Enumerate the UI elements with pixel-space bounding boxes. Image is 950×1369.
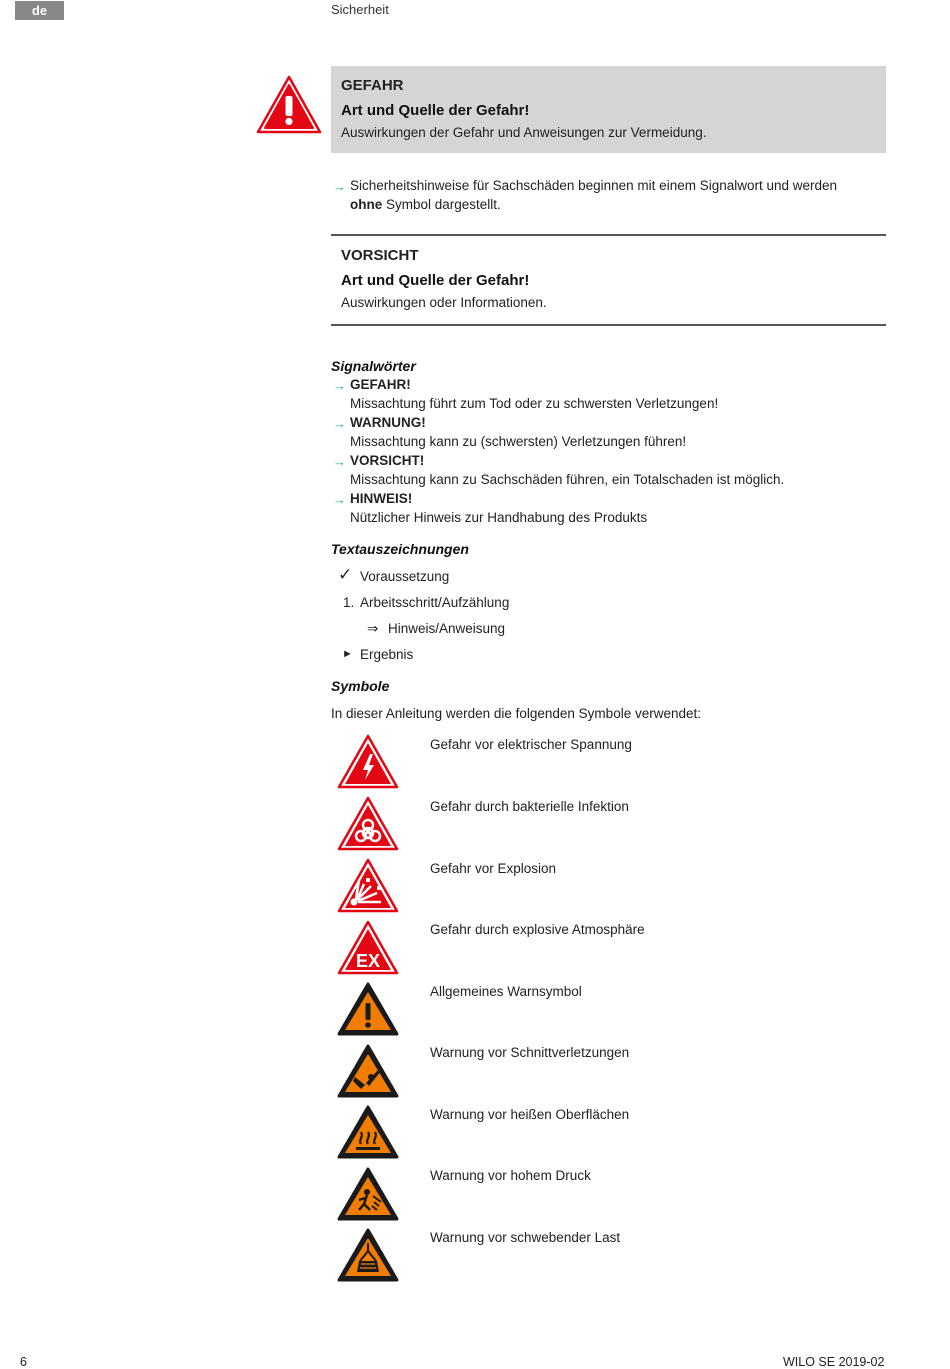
caution-signal-word: VORSICHT — [341, 247, 419, 264]
arrow-icon: → — [333, 416, 346, 431]
hint-label: Hinweis/Anweisung — [388, 621, 506, 636]
arrow-icon: → — [333, 378, 346, 393]
section-title: Sicherheit — [331, 2, 389, 17]
markup-heading: Textauszeichnungen — [331, 541, 469, 557]
danger-text: Auswirkungen der Gefahr und Anweisungen zur Vermeidung. — [341, 125, 707, 140]
signalword-term: HINWEIS! — [350, 491, 413, 506]
explosion-icon — [337, 858, 399, 914]
symbol-label: Allgemeines Warnsymbol — [430, 984, 582, 999]
danger-exclamation-icon — [255, 74, 323, 136]
page-number: 6 — [20, 1355, 27, 1369]
signalword-term: GEFAHR! — [350, 377, 411, 392]
signalword-desc: Missachtung kann zu (schwersten) Verletzungen führen! — [350, 434, 687, 449]
arrow-icon: → — [333, 492, 346, 507]
prerequisite-label: Voraussetzung — [360, 569, 450, 584]
footer-publisher: WILO SE 2019-02 — [783, 1355, 885, 1369]
cut-injury-icon — [337, 1043, 399, 1099]
signalword-term: WARNUNG! — [350, 415, 426, 430]
note-line-2-rest: Symbol dargestellt. — [382, 197, 501, 212]
symbols-heading: Symbole — [331, 678, 390, 694]
note-line-2 — [350, 197, 501, 212]
symbol-label: Warnung vor heißen Oberflächen — [430, 1107, 630, 1122]
signalword-desc: Nützlicher Hinweis zur Handhabung des Produkts — [350, 510, 648, 525]
symbol-label: Gefahr vor elektrischer Spannung — [430, 737, 632, 752]
note-bold-word: ohne — [350, 197, 383, 212]
suspended-load-icon — [337, 1227, 399, 1283]
caution-text: Auswirkungen oder Informationen. — [341, 295, 547, 310]
general-warning-icon — [337, 981, 399, 1037]
symbols-intro: In dieser Anleitung werden die folgenden Symbole verwendet: — [331, 706, 701, 721]
symbol-label: Warnung vor schwebender Last — [430, 1230, 621, 1245]
biohazard-icon — [337, 796, 399, 852]
symbol-label: Warnung vor Schnittverletzungen — [430, 1045, 630, 1060]
svg-text:EX: EX — [355, 951, 381, 971]
hot-surface-icon — [337, 1104, 399, 1160]
signalword-desc: Missachtung führt zum Tod oder zu schwersten Verletzungen! — [350, 396, 719, 411]
language-tab: de — [15, 1, 64, 20]
step-label: Arbeitsschritt/Aufzählung — [360, 595, 510, 610]
checkmark-icon: ✓ — [338, 565, 353, 584]
signalwords-heading: Signalwörter — [331, 358, 416, 374]
symbol-label: Gefahr durch bakterielle Infektion — [430, 799, 629, 814]
arrow-icon: → — [333, 454, 346, 469]
step-number: 1. — [343, 595, 355, 610]
result-label: Ergebnis — [360, 647, 414, 662]
caution-title: Art und Quelle der Gefahr! — [341, 272, 530, 289]
electric-voltage-icon — [337, 734, 399, 790]
high-pressure-icon — [337, 1166, 399, 1222]
danger-signal-word: GEFAHR — [341, 77, 404, 94]
double-arrow-icon: ⇒ — [367, 621, 379, 636]
symbol-label: Warnung vor hohem Druck — [430, 1168, 591, 1183]
danger-notice-box — [331, 66, 886, 153]
signalword-term: VORSICHT! — [350, 453, 425, 468]
note-line-1: Sicherheitshinweise für Sachschäden beginnen mit einem Signalwort und werden — [350, 178, 838, 193]
signalword-desc: Missachtung kann zu Sachschäden führen, ein Totalschaden ist möglich. — [350, 472, 785, 487]
symbol-label: Gefahr vor Explosion — [430, 861, 557, 876]
symbol-label: Gefahr durch explosive Atmosphäre — [430, 922, 645, 937]
ex-atmosphere-icon — [337, 920, 399, 976]
caution-notice-box — [331, 234, 886, 326]
danger-title: Art und Quelle der Gefahr! — [341, 102, 530, 119]
result-triangle-icon: ► — [342, 648, 353, 660]
arrow-icon: → — [333, 179, 346, 194]
